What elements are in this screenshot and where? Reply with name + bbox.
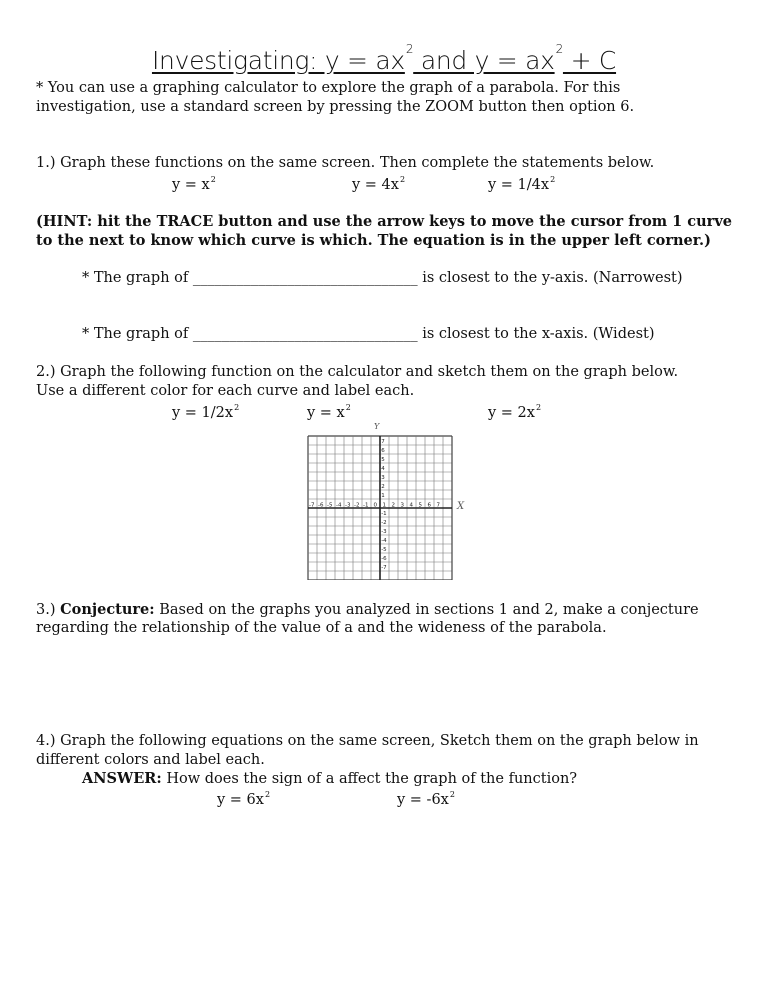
q3-number: 3.): [36, 602, 61, 618]
y-tick-label: -1: [381, 511, 387, 517]
coordinate-grid[interactable]: [300, 420, 470, 580]
q4-function-1-exp: 2: [264, 790, 271, 799]
q2-function-2-text: y = x: [307, 405, 345, 421]
q2-function-1-exp: 2: [234, 403, 240, 412]
q4-answer-prompt: [82, 770, 577, 787]
y-tick-label: 5: [381, 457, 385, 463]
q2-function-2-exp: 2: [345, 403, 351, 412]
q4-function-2-exp: 2: [449, 790, 455, 799]
q1-prompt: 1.) Graph these functions on the same screen. Then complete the statements below.: [36, 155, 655, 171]
x-axis-label: X: [457, 501, 465, 512]
title-part2: and y = ax: [413, 46, 555, 75]
q2-function-1-text: y = 1/2x: [172, 405, 234, 421]
title-exponent-1: 2: [405, 42, 414, 56]
q1-hint-line-1: (HINT: hit the TRACE button and use the arrow keys to move the cursor from 1 curve: [36, 213, 732, 230]
x-tick-label: -4: [336, 502, 342, 509]
x-tick-label: -6: [318, 502, 324, 509]
q2-function-3-text: y = 2x: [488, 405, 535, 421]
y-tick-label: 6: [381, 448, 385, 454]
q2-line-2: Use a different color for each curve and label each.: [36, 383, 415, 399]
y-tick-label: -3: [381, 529, 387, 535]
q2-function-1: [172, 403, 239, 421]
x-tick-label: 4: [409, 502, 413, 509]
q1-hint-line-2: to the next to know which curve is which. The equation is in the upper left corner.): [36, 232, 711, 249]
y-tick-label: 3: [381, 475, 385, 481]
q3-line-1: [36, 601, 699, 618]
q3-line-2: regarding the relationship of the value of a and the wideness of the parabola.: [36, 620, 607, 636]
y-tick-label: -6: [381, 556, 387, 562]
q4-function-2: [397, 790, 455, 808]
q1-statement-2-pre: * The graph of: [82, 326, 189, 342]
intro-line-2: investigation, use a standard screen by pressing the ZOOM button then option 6.: [36, 99, 635, 115]
y-tick-label: -4: [381, 538, 387, 544]
q1-statement-2-post: is closest to the x-axis. (Widest): [417, 326, 655, 342]
q3-conjecture-label: Conjecture:: [60, 601, 155, 618]
q4-line-1: 4.) Graph the following equations on the same screen, Sketch them on the graph below in: [36, 733, 699, 749]
x-tick-label: 0: [373, 502, 377, 509]
q1-function-3-text: y = 1/4x: [488, 177, 550, 193]
grid-tick-labels: [309, 439, 441, 571]
q2-function-3-exp: 2: [535, 403, 542, 412]
y-tick-label: 2: [381, 484, 385, 490]
x-tick-label: 7: [436, 502, 440, 509]
q1-function-2-exp: 2: [399, 175, 406, 184]
q4-answer-text: How does the sign of a affect the graph of the function?: [161, 771, 578, 787]
q1-function-3-exp: 2: [550, 175, 556, 184]
y-tick-label: 7: [381, 439, 385, 445]
q4-line-2: different colors and label each.: [36, 752, 265, 768]
q4-function-2-text: y = -6x: [397, 792, 449, 808]
x-tick-label: 5: [418, 502, 422, 509]
q4-function-1: [217, 790, 270, 808]
y-tick-label: -7: [381, 565, 387, 571]
x-tick-label: -3: [345, 502, 351, 509]
q1-answer-blank-2[interactable]: _______________________________: [192, 326, 418, 342]
title-exponent-2: 2: [555, 42, 563, 56]
q1-function-1: [172, 175, 216, 193]
q4-answer-label: ANSWER:: [82, 770, 162, 787]
q1-function-1-exp: 2: [210, 175, 216, 184]
x-tick-label: 2: [391, 502, 395, 509]
y-tick-label: -5: [381, 547, 387, 553]
q1-function-1-text: y = x: [172, 177, 210, 193]
y-tick-label: 4: [381, 466, 385, 472]
q1-statement-narrowest: [82, 270, 683, 286]
page-title: [0, 42, 768, 75]
q1-statement-widest: [82, 326, 655, 342]
x-tick-label: -7: [309, 502, 315, 509]
q1-statement-1-post: is closest to the y-axis. (Narrowest): [417, 270, 683, 286]
x-tick-label: 3: [400, 502, 404, 509]
title-part1: Investigating: y = ax: [151, 46, 405, 75]
q2-line-1: 2.) Graph the following function on the calculator and sketch them on the graph below.: [36, 364, 679, 380]
q1-answer-blank-1[interactable]: _______________________________: [192, 270, 418, 286]
y-axis-label: Y: [374, 422, 380, 431]
title-part3: + C: [562, 46, 617, 75]
x-tick-label: 6: [427, 502, 431, 509]
q2-function-3: [488, 403, 541, 421]
y-tick-label: -2: [381, 520, 387, 526]
q1-statement-1-pre: * The graph of: [82, 270, 189, 286]
intro-line-1: * You can use a graphing calculator to explore the graph of a parabola. For this: [36, 80, 621, 96]
q1-function-2: [352, 175, 405, 193]
q3-line-1-rest: Based on the graphs you analyzed in sections 1 and 2, make a conjecture: [154, 602, 699, 618]
x-tick-label: -5: [327, 502, 333, 509]
q1-function-3: [488, 175, 555, 193]
y-tick-label: 1: [381, 493, 385, 499]
x-tick-label: -2: [354, 502, 360, 509]
x-tick-label: 1: [382, 502, 386, 509]
q4-function-1-text: y = 6x: [217, 792, 264, 808]
q2-function-2: [307, 403, 351, 421]
q1-function-2-text: y = 4x: [352, 177, 399, 193]
x-tick-label: -1: [363, 502, 369, 509]
